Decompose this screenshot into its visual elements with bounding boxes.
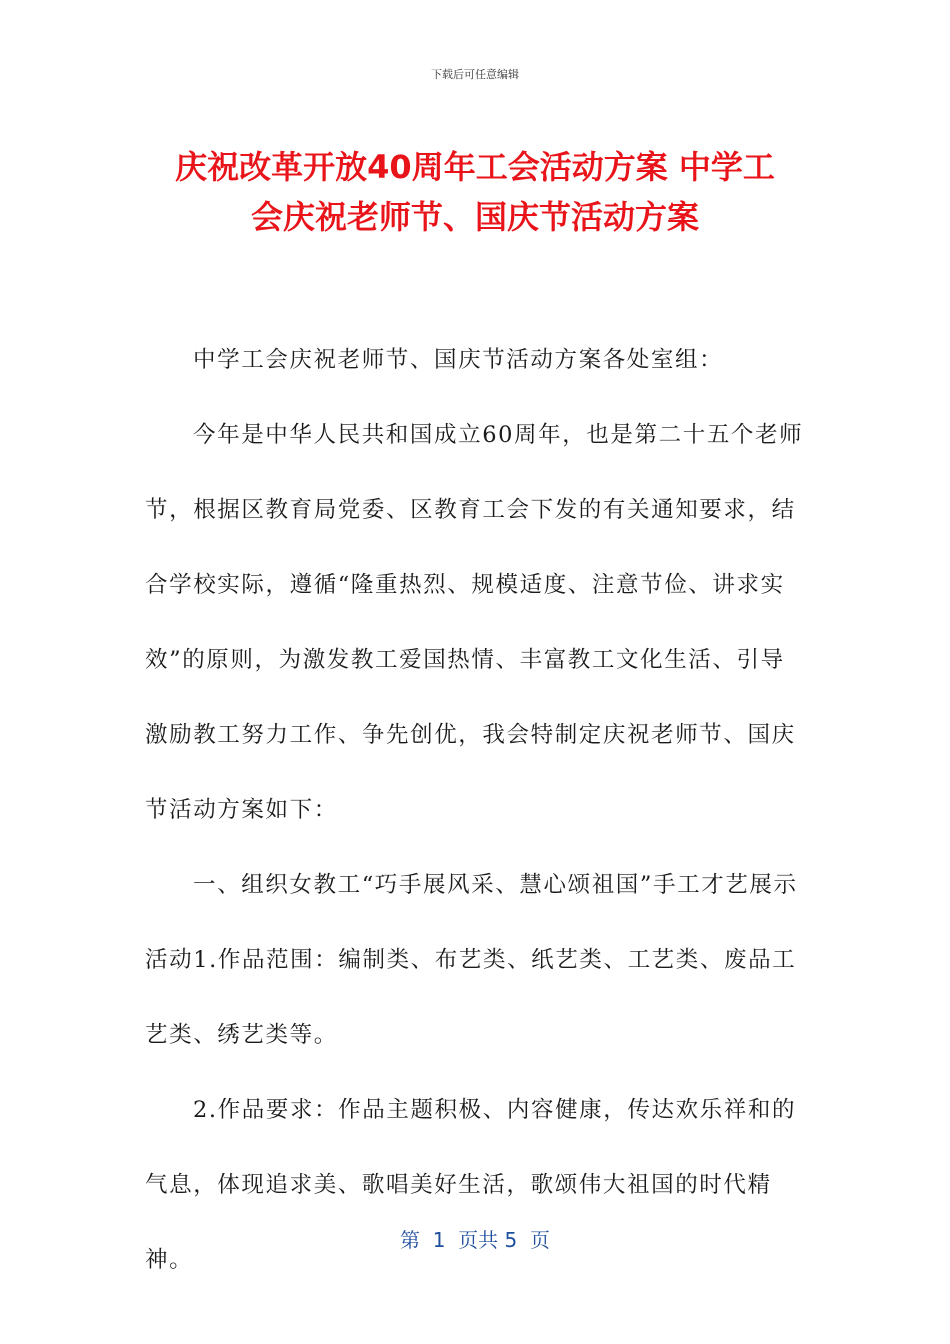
page-footer: 第 1 页共 5 页 <box>400 1228 550 1252</box>
document-body <box>145 323 805 1298</box>
header-note: 下载后可任意编辑 <box>431 68 519 81</box>
paragraph-salutation: 中学工会庆祝老师节、国庆节活动方案各处室组： <box>193 347 724 373</box>
paragraph-intro: 今年是中华人民共和国成立60周年，也是第二十五个老师节，根据区教育局党委、区教育工会下发的有关通知要求，结合学校实际，遵循“隆重热烈、规模适度、注意节俭、讲求实效”的原则，为激发教工爱国热情、丰富教工文化生活、引导激励教工努力工作、争先创优，我会特制定庆祝老师节、国庆节活动方案如下： <box>145 422 804 823</box>
paragraph-requirements: 2.作品要求：作品主题积极、内容健康，传达欢乐祥和的气息，体现追求美、歌唱美好生活，歌颂伟大祖国的时代精神。 <box>145 1097 797 1273</box>
title-line-1: 庆祝改革开放40周年工会活动方案 中学工 <box>175 148 775 186</box>
page-title <box>120 142 830 242</box>
title-line-2: 会庆祝老师节、国庆节活动方案 <box>250 198 699 236</box>
paragraph-section-one: 一、组织女教工“巧手展风采、慧心颂祖国”手工才艺展示活动1.作品范围：编制类、布艺类、纸艺类、工艺类、废品工艺类、绣艺类等。 <box>145 872 798 1048</box>
